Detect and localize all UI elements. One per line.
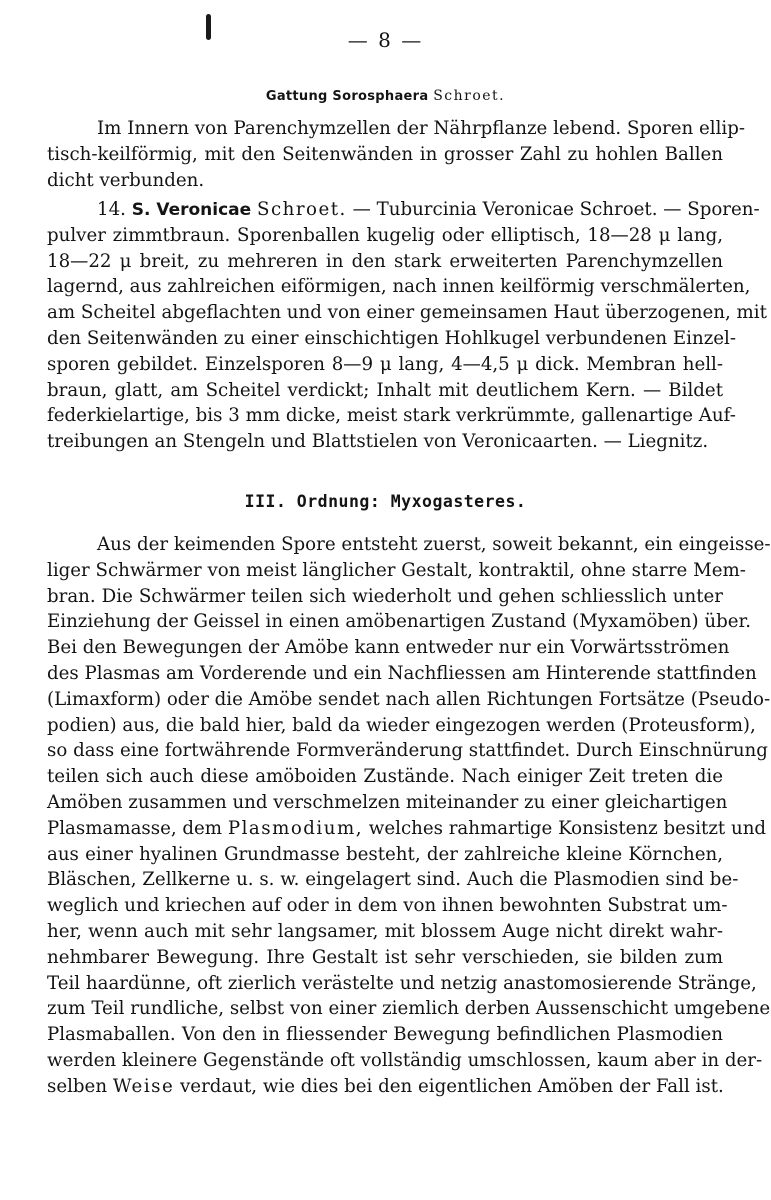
text-line: des Plasmas am Vorderende und ein Nachfliessen am Hinterende stattfinden	[47, 662, 757, 684]
last-line-before: selben	[47, 1075, 108, 1097]
text-line: teilen sich auch diese amöboiden Zustände. Nach einiger Zeit treten die	[47, 766, 723, 788]
last-line-spaced: Weise	[112, 1075, 175, 1097]
genus-name: Sorosphaera	[332, 89, 429, 104]
text-line: so dass eine fortwährende Formveränderung stattfindet. Durch Einschnürung	[47, 740, 768, 762]
text-line: Teil haardünne, oft zierlich verästelte und netzig anastomosierende Stränge,	[47, 972, 757, 994]
page-number: — 8 —	[347, 28, 424, 52]
text-line: bran. Die Schwärmer teilen sich wiederholt und gehen schliesslich unter	[47, 585, 723, 607]
text-line: podien) aus, die bald hier, bald da wieder eingezogen werden (Proteusform),	[47, 714, 756, 736]
text-line: liger Schwärmer von meist länglicher Gestalt, kontraktil, ohne starre Mem-	[47, 559, 746, 581]
text-line: den Seitenwänden zu einer einschichtigen Hohlkugel verbundenen Einzel-	[47, 327, 737, 349]
text-line: Im Innern von Parenchymzellen der Nährpflanze lebend. Sporen ellip-	[97, 118, 746, 139]
plasmodium-term: Plasmodium,	[227, 817, 363, 839]
text-line: Einziehung der Geissel in einen amöbenartigen Zustand (Myxamöben) über.	[47, 611, 751, 633]
text-line: aus einer hyalinen Grundmasse besteht, der zahlreiche kleine Körnchen,	[47, 843, 723, 865]
text-line: Amöben zusammen und verschmelzen miteinander zu einer gleichartigen	[47, 791, 728, 813]
last-line	[47, 1074, 723, 1100]
text-line: Plasmaballen. Von den in fliessender Bewegung befindlichen Plasmodien	[47, 1024, 723, 1046]
text-line: (Limaxform) oder die Amöbe sendet nach allen Richtungen Fortsätze (Pseudo-	[47, 688, 771, 710]
text-line: weglich und kriechen auf oder in dem von ihnen bewohnten Substrat um-	[47, 895, 728, 917]
text-line: her, wenn auch mit sehr langsamer, mit blossem Auge nicht direkt wahr-	[47, 920, 723, 942]
text-line: dicht verbunden.	[47, 169, 205, 191]
species-synonym: — Tuburcinia Veronicae Schroet. — Sporen-	[352, 199, 760, 220]
species-name: S. Veronicae	[131, 200, 252, 220]
genus-description	[47, 116, 746, 193]
text-line: pulver zimmtbraun. Sporenballen kugelig oder elliptisch, 18—28 μ lang,	[47, 224, 723, 246]
order-heading: III. Ordnung: Myxogasteres.	[244, 492, 527, 511]
genus-author: Schroet.	[433, 88, 506, 104]
species-author: Schroet.	[256, 199, 347, 220]
text-line: am Scheitel abgeflachten und von einer gemeinsamen Haut überzogenen, mit	[47, 302, 767, 324]
genus-prefix: Gattung	[265, 89, 328, 104]
genus-heading	[0, 88, 771, 104]
text-line: braun, glatt, am Scheitel verdickt; Inhalt mit deutlichem Kern. — Bildet	[47, 379, 723, 401]
order-description	[47, 532, 771, 1100]
text-line: lagernd, aus zahlreichen eiförmigen, nach innen keilförmig verschmälerten,	[47, 276, 751, 298]
text-line: federkielartige, bis 3 mm dicke, meist stark verkrümmte, gallenartige Auf-	[47, 405, 736, 427]
text-line: 18—22 μ breit, zu mehreren in den stark erweiterten Parenchymzellen	[47, 250, 723, 272]
plasmodium-line-after: welches rahmartige Konsistenz besitzt und	[368, 817, 767, 839]
text-line: sporen gebildet. Einzelsporen 8—9 μ lang, 4—4,5 μ dick. Membran hell-	[47, 353, 723, 375]
plasmodium-line	[47, 816, 767, 842]
text-line: Bläschen, Zellkerne u. s. w. eingelagert sind. Auch die Plasmodien sind be-	[47, 869, 739, 891]
text-line: Bei den Bewegungen der Amöbe kann entweder nur ein Vorwärtsströmen	[47, 637, 730, 659]
text-line: tisch-keilförmig, mit den Seitenwänden in grosser Zahl zu hohlen Ballen	[47, 143, 723, 165]
text-line: nehmbarer Bewegung. Ihre Gestalt ist sehr verschieden, sie bilden zum	[47, 946, 723, 968]
text-line: werden kleinere Gegenstände oft vollständig umschlossen, kaum aber in der-	[47, 1049, 763, 1071]
text-line: zum Teil rundliche, selbst von einer ziemlich derben Aussenschicht umgebene	[47, 998, 771, 1020]
species-number: 14.	[97, 199, 126, 220]
last-line-after: verdaut, wie dies bei den eigentlichen Amöben der Fall ist.	[180, 1075, 724, 1097]
plasmodium-line-before: Plasmamasse, dem	[47, 817, 223, 839]
text-line: treibungen an Stengeln und Blattstielen von Veronicaarten. — Liegnitz.	[47, 431, 709, 453]
species-entry	[47, 197, 767, 455]
text-line: Aus der keimenden Spore entsteht zuerst, soweit bekannt, ein eingeisse-	[97, 534, 771, 555]
species-heading-line	[47, 197, 760, 223]
